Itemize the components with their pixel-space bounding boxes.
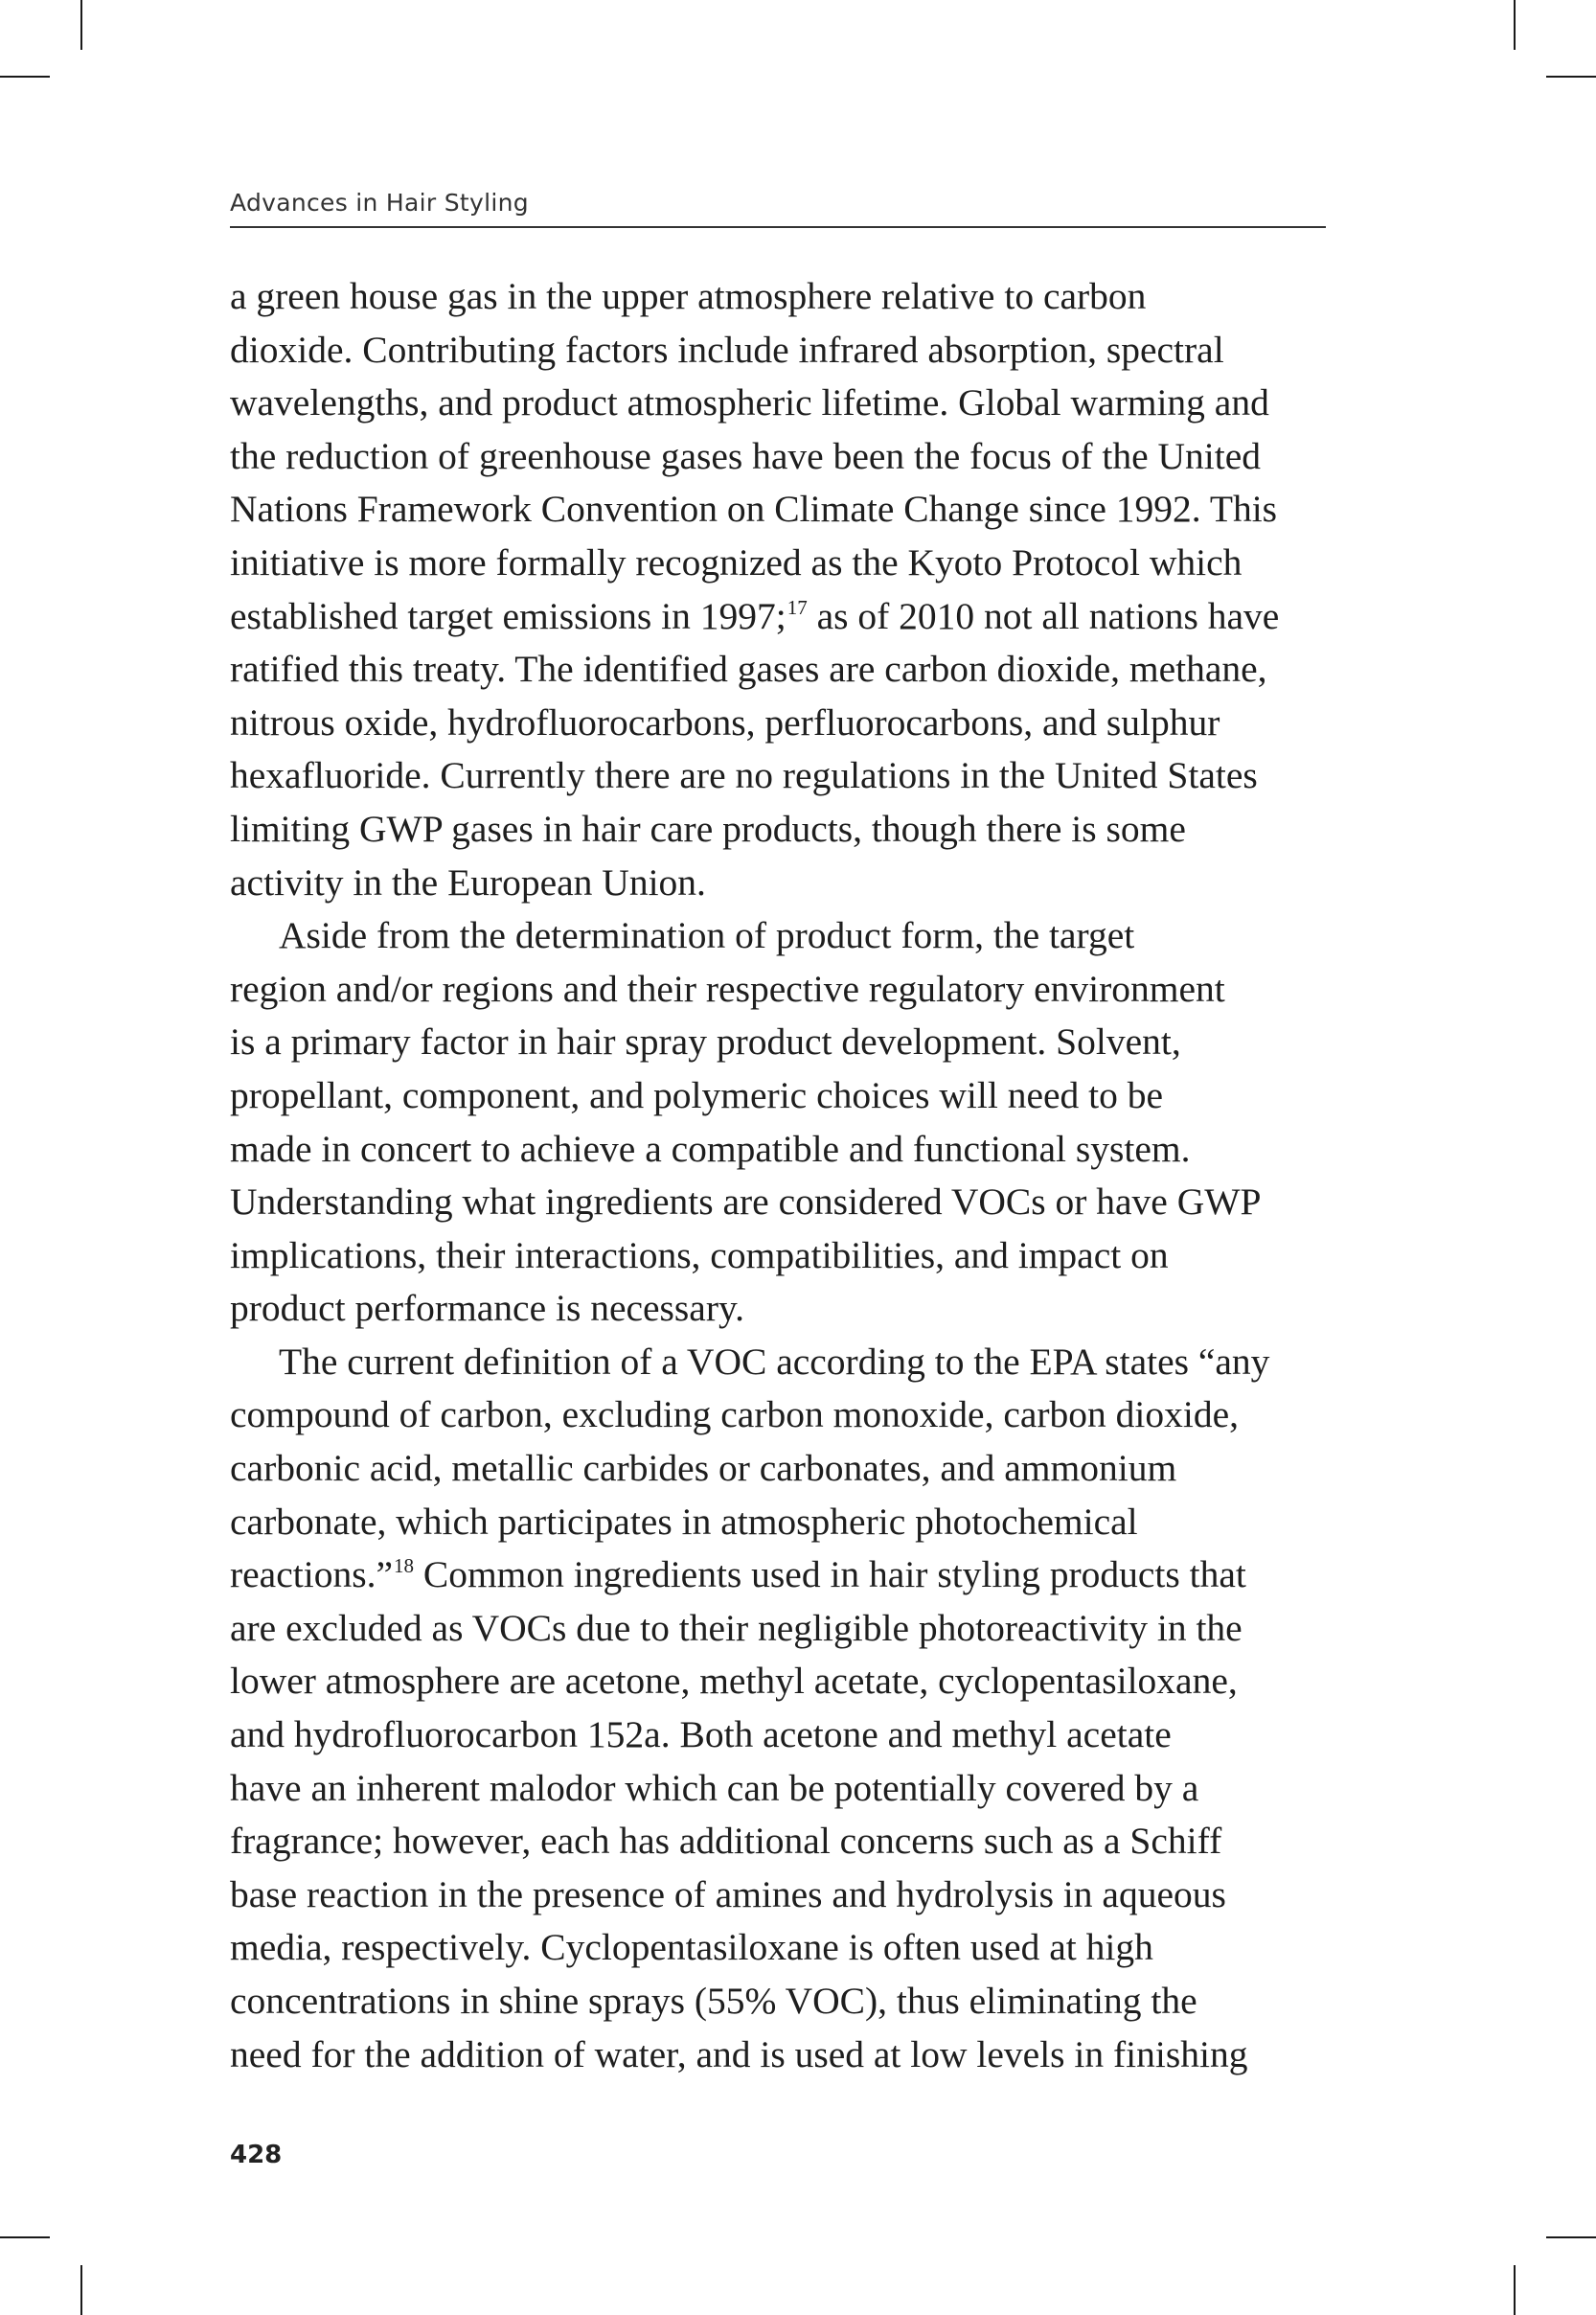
page-number: 428 bbox=[230, 2141, 283, 2169]
line-text: fragrance; however, each has additional concerns such as a Schiff bbox=[230, 1820, 1222, 1863]
crop-mark-top-right-h bbox=[1546, 76, 1596, 78]
text-line bbox=[230, 1762, 1332, 1816]
text-line bbox=[230, 1176, 1332, 1229]
text-line bbox=[230, 643, 1332, 697]
line-text: propellant, component, and polymeric choices will need to be bbox=[230, 1073, 1164, 1116]
text-line bbox=[230, 909, 1332, 963]
line-text: wavelengths, and product atmospheric lifetime. Global warming and bbox=[230, 381, 1269, 424]
text-line bbox=[230, 1868, 1332, 1922]
line-text: Understanding what ingredients are considered VOCs or have GWP bbox=[230, 1180, 1262, 1224]
line-text: limiting GWP gases in hair care products, though there is some bbox=[230, 807, 1186, 850]
line-text: and hydrofluorocarbon 152a. Both acetone and methyl acetate bbox=[230, 1713, 1172, 1756]
text-line bbox=[230, 1016, 1332, 1069]
text-line bbox=[230, 590, 1332, 644]
line-text: activity in the European Union. bbox=[230, 860, 706, 904]
line-text: The current definition of a VOC according to the EPA states “any bbox=[279, 1340, 1270, 1383]
line-text: region and/or regions and their respective regulatory environment bbox=[230, 967, 1225, 1010]
line-text: concentrations in shine sprays (55% VOC), thus eliminating the bbox=[230, 1980, 1197, 2022]
running-header: Advances in Hair Styling bbox=[230, 189, 529, 217]
text-line bbox=[230, 324, 1332, 378]
line-text: established target emissions in 1997; bbox=[230, 594, 787, 637]
line-text: Nations Framework Convention on Climate Change since 1992. This bbox=[230, 488, 1278, 531]
text-line bbox=[230, 430, 1332, 484]
text-line bbox=[230, 857, 1332, 910]
line-text: hexafluoride. Currently there are no regulations in the United States bbox=[230, 754, 1258, 797]
line-text: carbonic acid, metallic carbides or carbonates, and ammonium bbox=[230, 1447, 1177, 1490]
text-line bbox=[230, 749, 1332, 803]
line-text: base reaction in the presence of amines and hydrolysis in aqueous bbox=[230, 1872, 1226, 1915]
text-line bbox=[230, 2028, 1332, 2082]
crop-mark-top-left bbox=[80, 0, 82, 50]
text-line bbox=[230, 1496, 1332, 1549]
line-text: product performance is necessary. bbox=[230, 1287, 745, 1330]
body-text bbox=[230, 270, 1332, 2081]
line-text: are excluded as VOCs due to their negligible photoreactivity in the bbox=[230, 1606, 1243, 1649]
text-line bbox=[230, 1442, 1332, 1496]
text-line bbox=[230, 1229, 1332, 1283]
footnote-reference: 17 bbox=[787, 595, 808, 619]
crop-mark-bottom-right-h bbox=[1546, 2236, 1596, 2238]
line-text: need for the addition of water, and is used at low levels in finishing bbox=[230, 2032, 1248, 2075]
text-line bbox=[230, 270, 1332, 324]
text-line bbox=[230, 963, 1332, 1017]
line-text: as of 2010 not all nations have bbox=[807, 594, 1280, 637]
line-text: is a primary factor in hair spray product development. Solvent, bbox=[230, 1020, 1181, 1064]
text-line bbox=[230, 483, 1332, 537]
line-text: lower atmosphere are acetone, methyl acetate, cyclopentasiloxane, bbox=[230, 1660, 1238, 1703]
line-text: ratified this treaty. The identified gases are carbon dioxide, methane, bbox=[230, 648, 1267, 691]
footnote-reference: 18 bbox=[393, 1554, 414, 1578]
crop-mark-top-left-h bbox=[0, 76, 50, 78]
line-text: media, respectively. Cyclopentasiloxane is often used at high bbox=[230, 1926, 1153, 1969]
line-text: initiative is more formally recognized as the Kyoto Protocol which bbox=[230, 540, 1243, 584]
line-text: nitrous oxide, hydrofluorocarbons, perfluorocarbons, and sulphur bbox=[230, 700, 1220, 744]
header-rule bbox=[230, 226, 1326, 228]
line-text: reactions.” bbox=[230, 1553, 393, 1596]
text-line bbox=[230, 1123, 1332, 1177]
text-line bbox=[230, 1548, 1332, 1602]
text-line bbox=[230, 1336, 1332, 1389]
text-line bbox=[230, 1655, 1332, 1708]
line-text: compound of carbon, excluding carbon monoxide, carbon dioxide, bbox=[230, 1393, 1240, 1436]
text-line bbox=[230, 377, 1332, 430]
text-line bbox=[230, 803, 1332, 857]
text-line bbox=[230, 1708, 1332, 1762]
text-line bbox=[230, 1975, 1332, 2028]
line-text: Aside from the determination of product form, the target bbox=[279, 914, 1135, 957]
text-line bbox=[230, 1069, 1332, 1123]
crop-mark-bottom-left-h bbox=[0, 2236, 50, 2238]
line-text: dioxide. Contributing factors include infrared absorption, spectral bbox=[230, 328, 1224, 371]
text-line bbox=[230, 1921, 1332, 1975]
text-line bbox=[230, 1388, 1332, 1442]
text-line bbox=[230, 537, 1332, 590]
text-line bbox=[230, 1602, 1332, 1656]
line-text: a green house gas in the upper atmosphere relative to carbon bbox=[230, 275, 1147, 317]
text-line bbox=[230, 697, 1332, 750]
crop-mark-top-right bbox=[1514, 0, 1516, 50]
line-text: Common ingredients used in hair styling products that bbox=[413, 1553, 1246, 1596]
crop-mark-bottom-right bbox=[1514, 2265, 1516, 2315]
line-text: the reduction of greenhouse gases have been the focus of the United bbox=[230, 434, 1261, 477]
text-line bbox=[230, 1815, 1332, 1868]
line-text: carbonate, which participates in atmospheric photochemical bbox=[230, 1500, 1138, 1543]
line-text: made in concert to achieve a compatible and functional system. bbox=[230, 1127, 1191, 1170]
crop-mark-bottom-left bbox=[80, 2265, 82, 2315]
text-line bbox=[230, 1282, 1332, 1336]
line-text: implications, their interactions, compatibilities, and impact on bbox=[230, 1233, 1169, 1276]
line-text: have an inherent malodor which can be potentially covered by a bbox=[230, 1766, 1199, 1809]
